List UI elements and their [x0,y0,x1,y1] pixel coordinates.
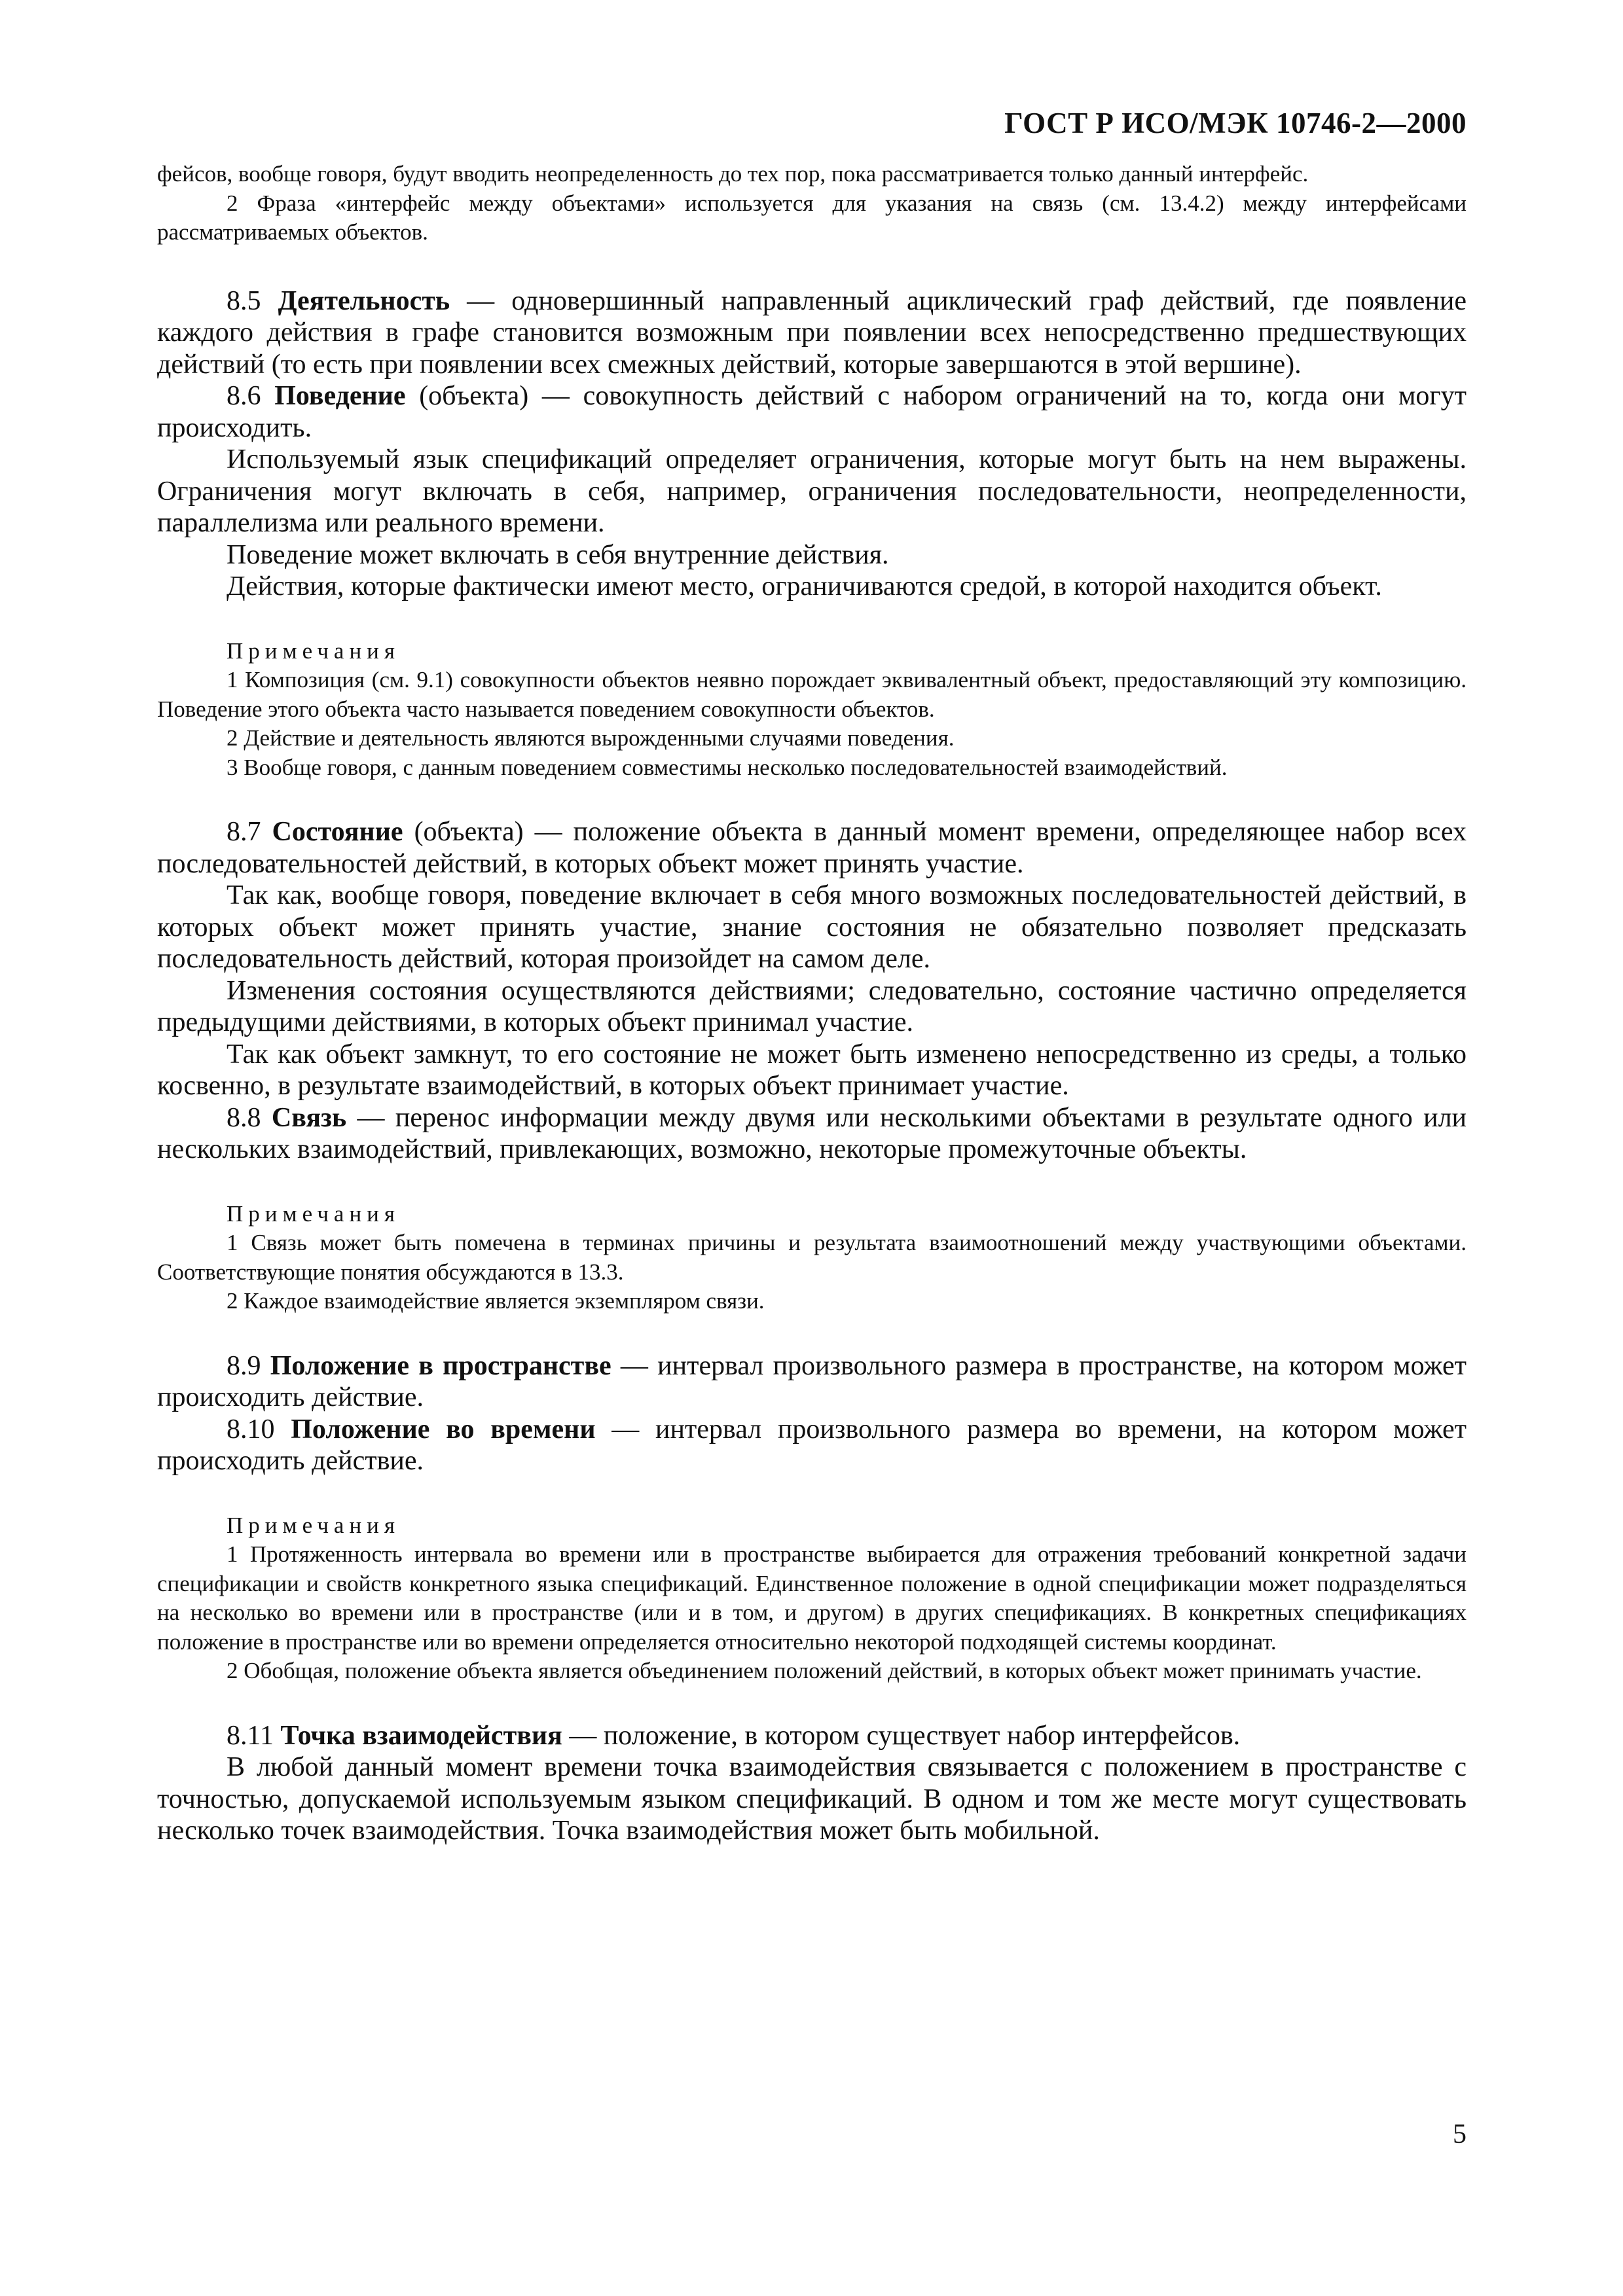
paragraph: В любой данный момент времени точка взаимодействия связывается с положением в пространстве с точностью, допускаемой используемым языком спецификаций. В одном и том же месте могут существовать несколько точек взаимодействия. Точка взаимодействия может быть мобильной. [157,1752,1467,1846]
clause-8-11 [157,1720,1467,1752]
clause-8-6 [157,380,1467,444]
clause-number: 8.10 [227,1414,275,1444]
term-state: Состояние [272,817,403,847]
clause-number: 8.7 [227,817,261,847]
note-item: 1 Протяженность интервала во времени или в пространстве выбирается для отражения требований конкретной задачи спецификации и свойств конкретного языка спецификаций. Единственное положение в одной спецификации может подразделяться на несколько во времени или в пространстве (или и в том, и другом) в других спецификациях. В конкретных спецификациях положение в пространстве или во времени определяется относительно некоторой подходящей системы координат. [157,1541,1467,1655]
note-continuation: фейсов, вообще говоря, будут вводить неопределенность до тех пор, пока рассматривается только данный интерфейс. [157,161,1309,187]
definition-text: — перенос информации между двумя или несколькими объектами в результате одного или нескольких взаимодействий, привлекающих, возможно, некоторые промежуточные объекты. [157,1102,1467,1164]
document-header: ГОСТ Р ИСО/МЭК 10746-2—2000 [1004,107,1467,139]
paragraph: Так как, вообще говоря, поведение включает в себя много возможных последовательностей действий, в которых объект может принять участие, знание состояния не обязательно позволяет предсказать последовательность действий, которая произойдет на самом деле. [157,880,1467,974]
note-item: 2 Каждое взаимодействие является экземпляром связи. [227,1288,765,1314]
definition-text: — одновершинный направленный ациклический граф действий, где появление каждого действия в графе становится возможным при появлении всех непосредственно предшествующих действий (то есть при появлении всех смежных действий, которые завершаются в этой вершине). [157,285,1467,380]
note-item: 1 Связь может быть помечена в терминах причины и результата взаимоотношений между участвующими объектами. Соответствующие понятия обсуждаются в 13.3. [157,1230,1467,1285]
definition-text: (объекта) — положение объекта в данный момент времени, определяющее набор всех последовательностей действий, в которых объект может принять участие. [157,817,1467,879]
clause-8-8 [157,1102,1467,1166]
paragraph: Действия, которые фактически имеют место, ограничиваются средой, в которой находится объект. [227,571,1382,601]
clause-number: 8.9 [227,1350,261,1381]
note-2-interface: 2 Фраза «интерфейс между объектами» используется для указания на связь (см. 13.4.2) между интерфейсами рассматриваемых объектов. [157,190,1467,245]
clause-8-7 [157,816,1467,880]
note-item: 3 Вообще говоря, с данным поведением совместимы несколько последовательностей взаимодействий. [227,754,1228,780]
term-behaviour: Поведение [274,381,406,411]
term-location-in-space: Положение в пространстве [270,1350,611,1381]
clause-number: 8.8 [227,1102,261,1133]
clause-number: 8.6 [227,381,261,411]
paragraph: Изменения состояния осуществляются действиями; следовательно, состояние частично определяется предыдущими действиями, в которых объект принимал участие. [157,975,1467,1037]
notes-heading: Примечания [227,1512,401,1538]
term-activity: Деятельность [278,285,450,316]
definition-text: (объекта) — совокупность действий с набором ограничений на то, когда они могут происходить. [157,381,1467,443]
definition-text: — положение, в котором существует набор интерфейсов. [562,1720,1241,1751]
term-causality: Связь [271,1102,347,1133]
clause-8-10 [157,1414,1467,1477]
document-page [157,105,1467,1847]
paragraph: Поведение может включать в себя внутренние действия. [227,539,889,570]
page-number: 5 [1453,2119,1467,2149]
paragraph: Так как объект замкнут, то его состояние не может быть изменено непосредственно из среды, а только косвенно, в результате взаимодействий, в которых объект принимает участие. [157,1039,1467,1101]
clause-8-5 [157,285,1467,381]
notes-heading: Примечания [227,637,401,664]
note-item: 2 Действие и деятельность являются вырожденными случаями поведения. [227,725,955,751]
clause-number: 8.11 [227,1720,274,1751]
term-interaction-point: Точка взаимодействия [280,1720,562,1751]
clause-number: 8.5 [227,285,261,316]
definition-text: — интервал произвольного размера во времени, на котором может происходить действие. [157,1414,1467,1476]
clause-8-9 [157,1350,1467,1414]
notes-heading: Примечания [227,1200,401,1227]
paragraph: Используемый язык спецификаций определяет ограничения, которые могут быть на нем выражены. Ограничения могут включать в себя, например, ограничения последовательности, неопределенности, параллелизма или реального времени. [157,444,1467,538]
definition-text: — интервал произвольного размера в пространстве, на котором может происходить действие. [157,1350,1467,1412]
note-item: 1 Композиция (см. 9.1) совокупности объектов неявно порождает эквивалентный объект, предоставляющий эту композицию. Поведение этого объекта часто называется поведением совокупности объектов. [157,667,1467,722]
term-location-in-time: Положение во времени [291,1414,596,1444]
note-item: 2 Обобщая, положение объекта является объединением положений действий, в которых объект может принимать участие. [227,1658,1422,1683]
